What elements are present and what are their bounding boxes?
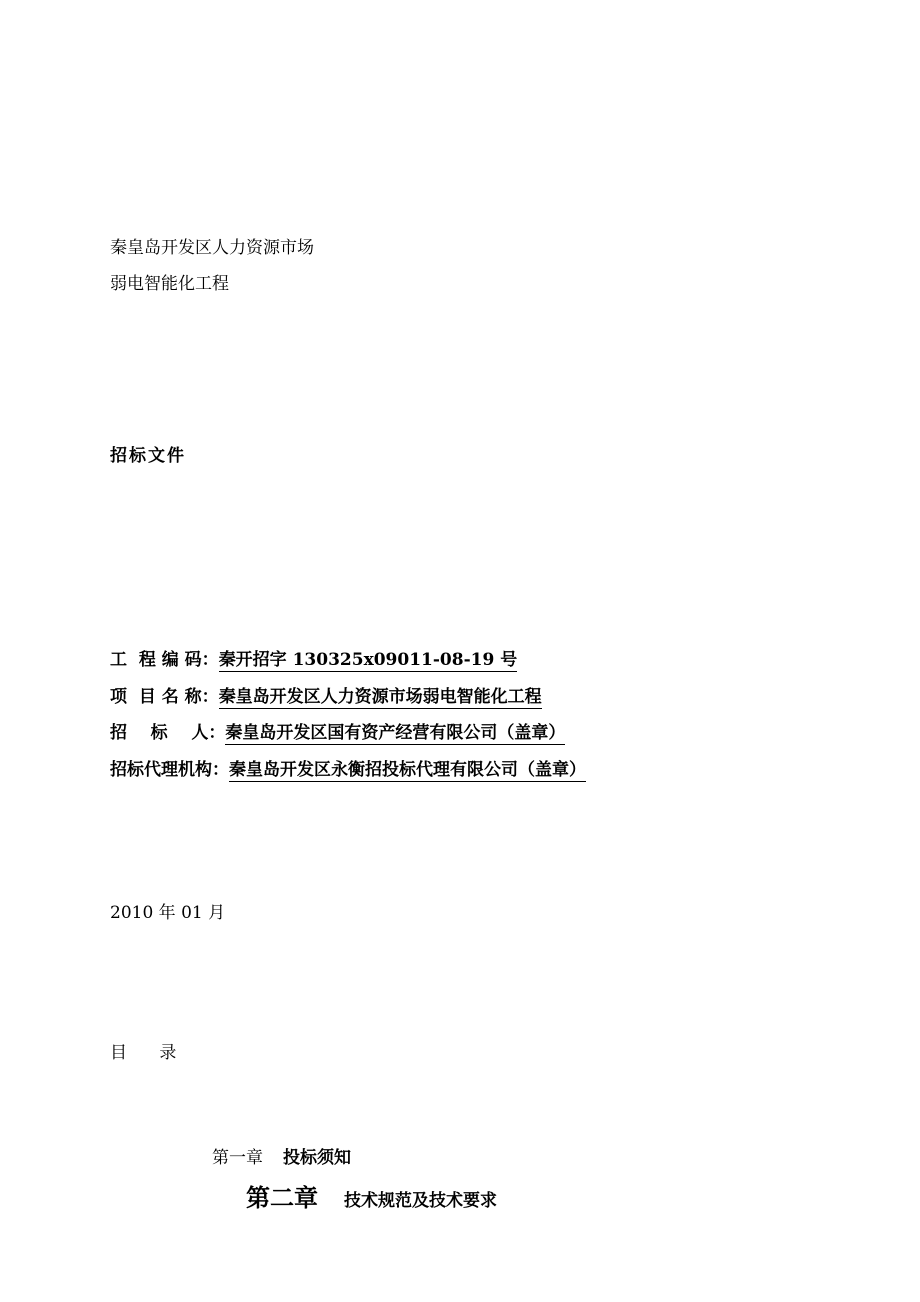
project-name-value: 秦皇岛开发区人力资源市场弱电智能化工程 [218, 687, 542, 707]
tenderer-row [110, 725, 565, 742]
toc-chapter-2 [246, 1183, 497, 1212]
document-title: 招标文件 [110, 446, 186, 466]
project-code-value: 秦开招字 130325x09011-08-19 号 [218, 650, 518, 670]
project-code-label: 工 程 编 码： [110, 650, 219, 670]
agent-row [110, 762, 586, 779]
project-code-row [110, 652, 517, 669]
document-date: 2010 年 01 月 [110, 903, 226, 923]
project-name-row [110, 689, 542, 706]
toc-chapter-1-title: 投标须知 [283, 1148, 351, 1168]
agent-value: 秦皇岛开发区永衡招投标代理有限公司（盖章） [229, 760, 586, 780]
toc-chapter-1-number: 第一章 [212, 1148, 263, 1168]
project-name-line1: 秦皇岛开发区人力资源市场 [110, 238, 314, 258]
agent-label: 招标代理机构： [110, 760, 229, 780]
toc-chapter-2-number: 第二章 [246, 1183, 318, 1212]
tenderer-label: 招 标 人： [110, 723, 226, 743]
toc-chapter-1 [212, 1150, 351, 1167]
project-name-line2: 弱电智能化工程 [110, 274, 229, 294]
toc-chapter-2-title: 技术规范及技术要求 [344, 1191, 497, 1211]
tenderer-value: 秦皇岛开发区国有资产经营有限公司（盖章） [225, 723, 566, 743]
project-name-label: 项 目 名 称： [110, 687, 219, 707]
toc-heading: 目 录 [110, 1043, 177, 1063]
